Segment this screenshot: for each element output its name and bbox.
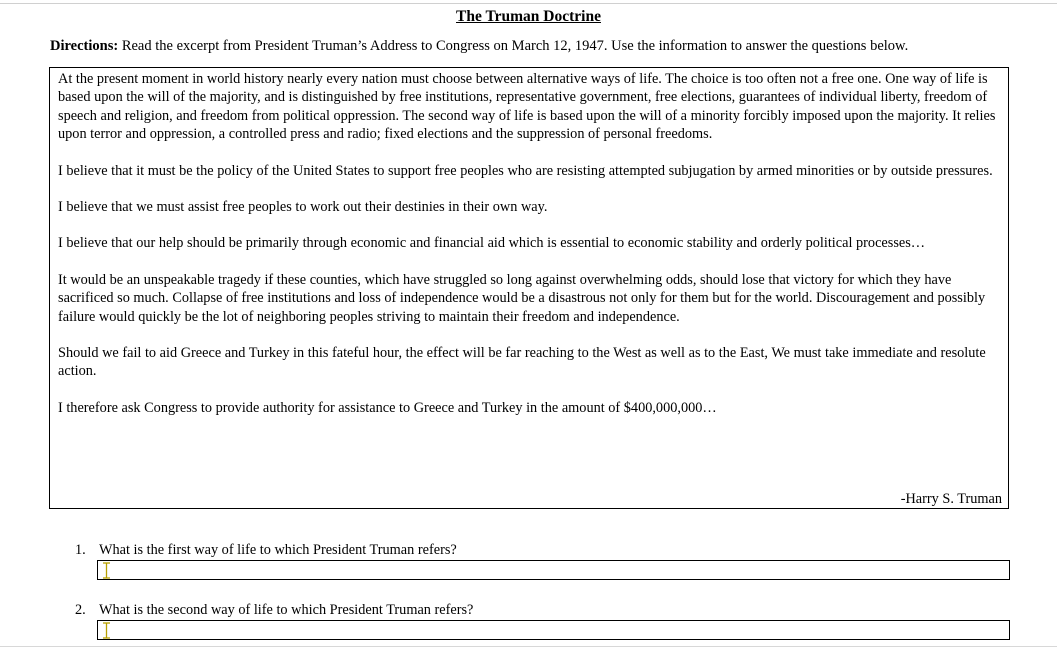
excerpt-paragraph: It would be an unspeakable tragedy if these counties, which have struggled so long against overwhelming odds, should lose that victory for which they have sacrificed so much. Collapse of free institutions and loss of independence would be a disastrous not only for them but for the world. Discouragement and possibly failure would quickly be the lot of neighboring peoples striving to maintain their freedom and independence.	[58, 271, 986, 325]
document-title: The Truman Doctrine	[456, 8, 601, 25]
excerpt-paragraph: At the present moment in world history nearly every nation must choose between alternative ways of life. The choice is too often not a free one. One way of life is based upon the will of the majority, and is distinguished by free institutions, representative government, free elections, guarantees of individual liberty, freedom of speech and religion, and freedom from political oppression. The second way of life is based upon the will of a minority forcibly imposed upon the majority. It relies upon terror and oppression, a controlled press and radio; fixed elections and the suppression of personal freedoms.	[58, 71, 996, 143]
page-top-border	[0, 3, 1057, 4]
excerpt-box	[49, 67, 1009, 509]
text-cursor-icon	[102, 562, 111, 579]
signature: -Harry S. Truman	[900, 491, 1002, 507]
directions-label: Directions:	[50, 38, 119, 54]
excerpt-paragraph: I believe that we must assist free peoples to work out their destinies in their own way.	[58, 199, 548, 216]
excerpt-paragraph: I believe that it must be the policy of the United States to support free peoples who are resisting attempted subjugation by armed minorities or by outside pressures.	[58, 162, 993, 179]
question-number: 2.	[75, 602, 86, 618]
excerpt-paragraph: Should we fail to aid Greece and Turkey in this fateful hour, the effect will be far reaching to the West as well as to the East, We must take immediate and resolute action.	[58, 345, 986, 380]
text-cursor-icon	[102, 622, 111, 639]
answer-field-1[interactable]	[97, 560, 1010, 580]
question-1	[75, 542, 457, 559]
excerpt-paragraph: I believe that our help should be primarily through economic and financial aid which is essential to economic stability and orderly political processes…	[58, 235, 926, 252]
directions-text: Read the excerpt from President Truman’s Address to Congress on March 12, 1947. Use the information to answer the questions below.	[118, 38, 909, 54]
question-text: What is the first way of life to which President Truman refers?	[99, 542, 457, 558]
answer-field-2[interactable]	[97, 620, 1010, 640]
page-bottom-border	[0, 646, 1057, 647]
question-number: 1.	[75, 542, 86, 558]
directions	[50, 38, 908, 55]
question-2	[75, 602, 473, 619]
excerpt-paragraph: I therefore ask Congress to provide authority for assistance to Greece and Turkey in the amount of $400,000,000…	[58, 399, 717, 416]
question-text: What is the second way of life to which President Truman refers?	[99, 602, 474, 618]
